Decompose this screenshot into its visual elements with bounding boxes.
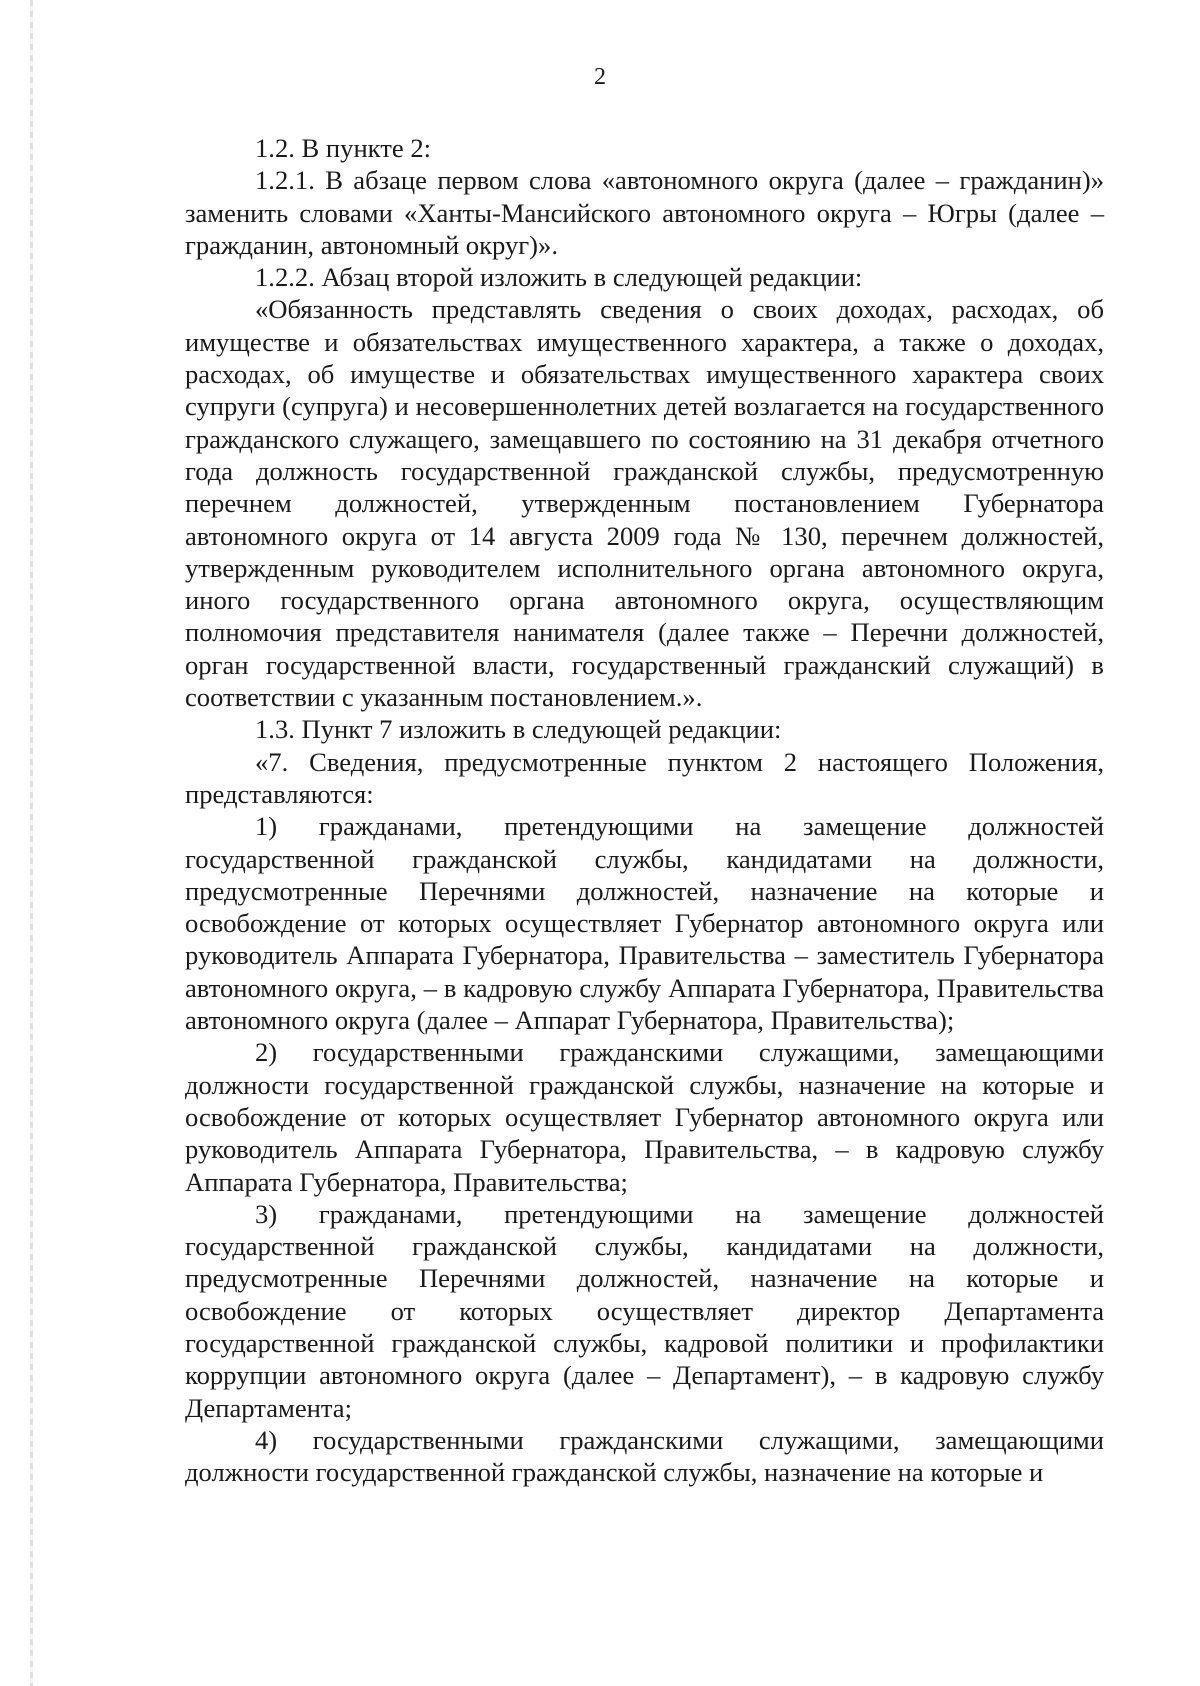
- page-number: 2: [594, 64, 606, 90]
- paragraph-1-2-2: 1.2.2. Абзац второй изложить в следующей редакции:: [255, 262, 863, 293]
- quoted-paragraph-obligation: «Обязанность представлять сведения о своих доходах, расходах, об имуществе и обязательствах имущественного характера, а также о доходах, расходах, об имуществе и обязательствах имущественного характера своих супруги (супруга) и несовершеннолетних детей возлагается на государственного гражданского служащего, замещавшего по состоянию на 31 декабря отчетного года должность государственной гражданской службы, предусмотренную перечнем должностей, утвержденным постановлением Губернатора автономного округа от 14 августа 2009 года № 130, перечнем должностей, утвержденным руководителем исполнительного органа автономного округа, иного государственного органа автономного округа, осуществляющим полномочия представителя нанимателя (далее также – Перечни должностей, орган государственной власти, государственный гражданский служащий) в соответствии с указанным постановлением.».: [185, 294, 1104, 713]
- paragraph-1-3: 1.3. Пункт 7 изложить в следующей редакции:: [255, 714, 782, 745]
- paragraph-1-2: 1.2. В пункте 2:: [255, 133, 432, 163]
- list-item-4: 4) государственными гражданскими служащими, замещающими должности государственной гражданской службы, назначение на которые и: [185, 1424, 1104, 1488]
- list-item-1: 1) гражданами, претендующими на замещение должностей государственной гражданской службы, кандидатами на должности, предусмотренные Перечнями должностей, назначение на которые и освобождение от которых осуществляет Губернатор автономного округа или руководитель Аппарата Губернатора, Правительства – заместитель Губернатора автономного округа, – в кадровую службу Аппарата Губернатора, Правительства автономного округа (далее – Аппарат Губернатора, Правительства);: [185, 811, 1104, 1036]
- list-item-3: 3) гражданами, претендующими на замещение должностей государственной гражданской службы, кандидатами на должности, предусмотренные Перечнями должностей, назначение на которые и освобождение от которых осуществляет директор Департамента государственной гражданской службы, кадровой политики и профилактики коррупции автономного округа (далее – Департамент), – в кадровую службу Департамента;: [185, 1198, 1104, 1423]
- paragraph-1-2-1: 1.2.1. В абзаце первом слова «автономного округа (далее – гражданин)» заменить словами «Ханты-Мансийского автономного округа – Югры (далее – гражданин, автономный округ)».: [185, 165, 1104, 260]
- scan-edge: [30, 0, 33, 1686]
- document-body: [185, 132, 1104, 1488]
- list-item-2: 2) государственными гражданскими служащими, замещающими должности государственной гражданской службы, назначение на которые и освобождение от которых осуществляет Губернатор автономного округа или руководитель Аппарата Губернатора, Правительства, – в кадровую службу Аппарата Губернатора, Правительства;: [185, 1037, 1104, 1197]
- quoted-paragraph-7: «7. Сведения, предусмотренные пунктом 2 настоящего Положения, представляются:: [185, 746, 1104, 809]
